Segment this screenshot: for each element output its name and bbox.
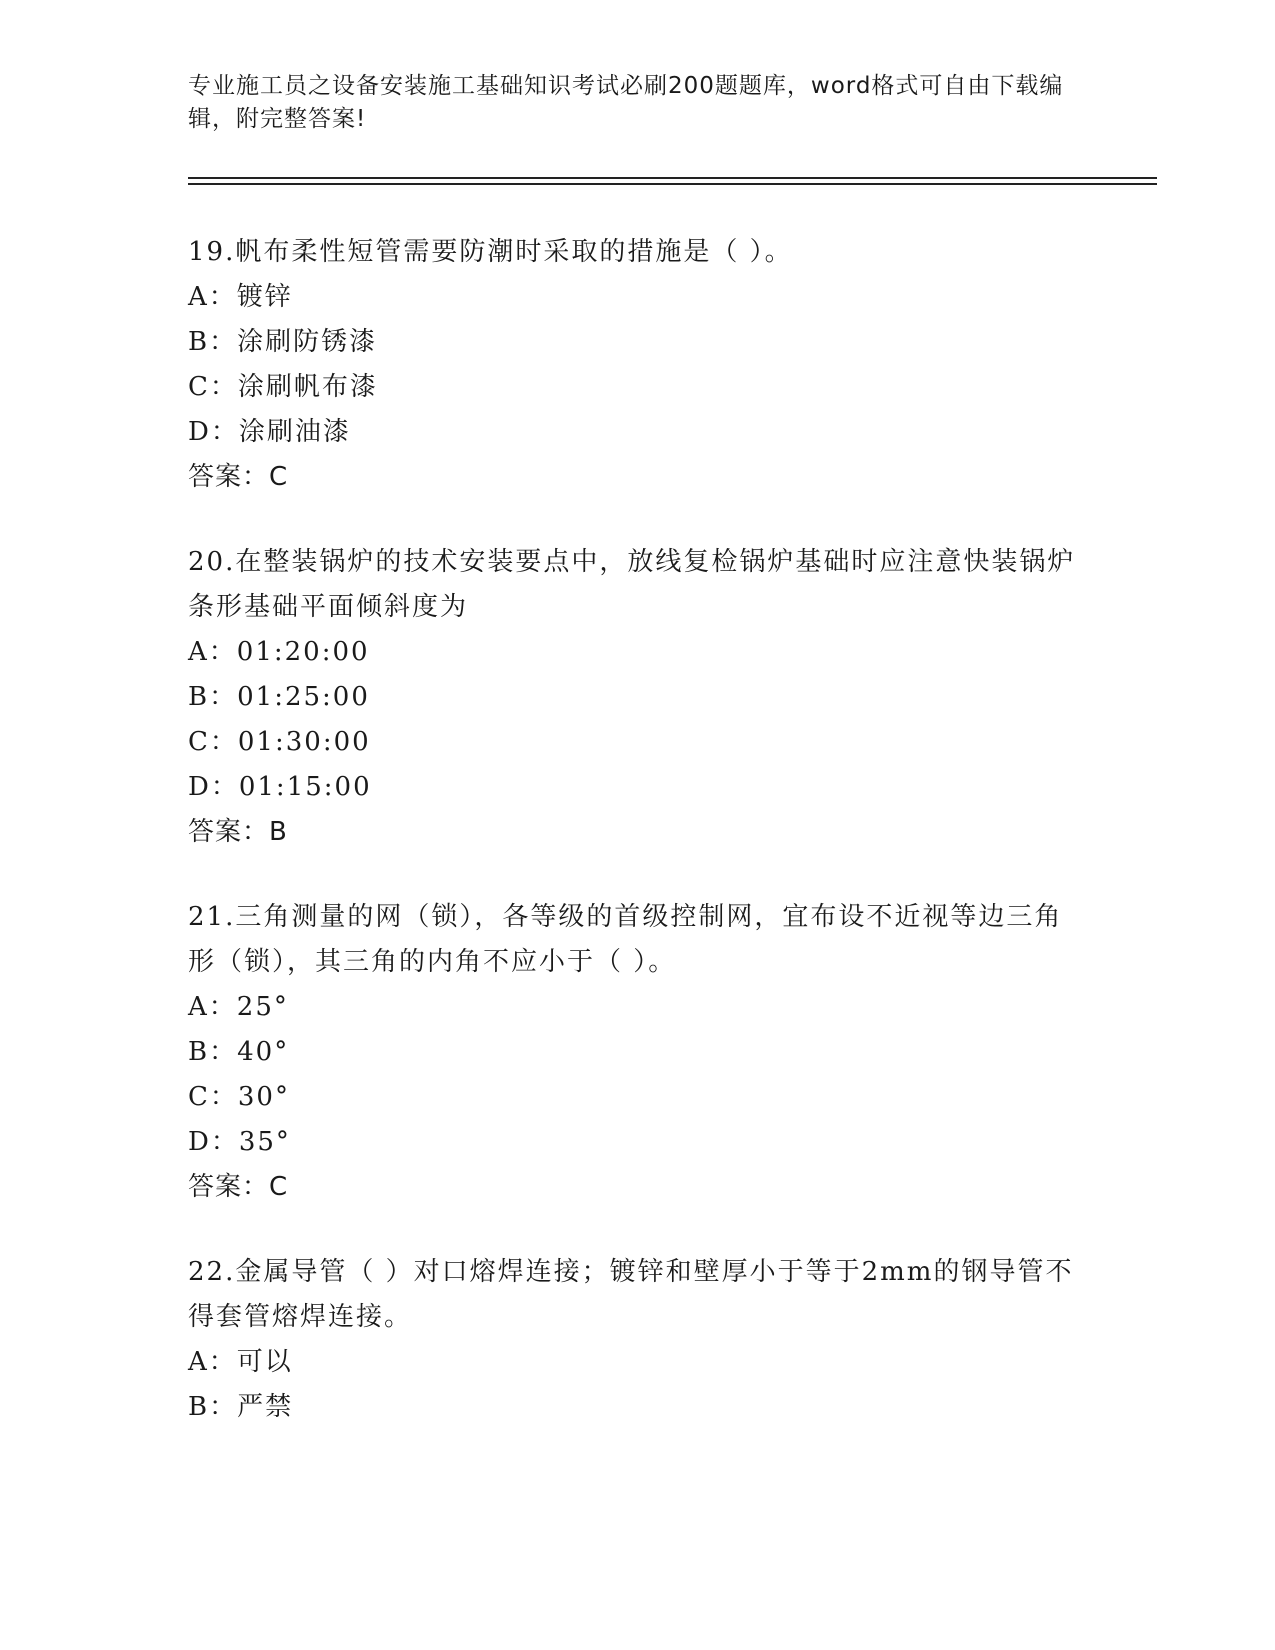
question-list (188, 230, 1088, 1470)
option-a: A：镀锌 (188, 282, 293, 312)
question-22 (188, 1250, 1088, 1430)
option-c: C：涂刷帆布漆 (188, 372, 378, 402)
option-a: A：25° (188, 992, 289, 1022)
answer-line: 答案：B (188, 817, 288, 847)
option-a: A：01:20:00 (188, 637, 370, 667)
option-c: C：01:30:00 (188, 727, 371, 757)
option-b: B：01:25:00 (188, 682, 370, 712)
document-header-title: 专业施工员之设备安装施工基础知识考试必刷200题题库，word格式可自由下载编辑，附完整答案! (188, 73, 1064, 132)
option-d: D：01:15:00 (188, 772, 372, 802)
question-20 (188, 540, 1088, 855)
option-d: D：35° (188, 1127, 291, 1157)
question-stem: 22.金属导管（ ）对口熔焊连接；镀锌和壁厚小于等于2mm的钢导管不得套管熔焊连接。 (188, 1257, 1074, 1332)
option-a: A：可以 (188, 1347, 293, 1377)
answer-line: 答案：C (188, 1172, 289, 1202)
option-d: D：涂刷油漆 (188, 417, 351, 447)
question-stem: 21.三角测量的网（锁），各等级的首级控制网，宜布设不近视等边三角形（锁），其三角的内角不应小于（ ）。 (188, 902, 1063, 977)
answer-line: 答案：C (188, 462, 289, 492)
question-stem: 19.帆布柔性短管需要防潮时采取的措施是（ ）。 (188, 237, 793, 267)
question-21 (188, 895, 1088, 1210)
option-b: B：严禁 (188, 1392, 294, 1422)
header-divider-bottom (188, 183, 1157, 185)
header-divider-top (188, 177, 1157, 179)
question-stem: 20.在整装锅炉的技术安装要点中，放线复检锅炉基础时应注意快装锅炉条形基础平面倾斜度为 (188, 547, 1076, 622)
option-c: C：30° (188, 1082, 290, 1112)
option-b: B：40° (188, 1037, 290, 1067)
option-b: B：涂刷防锈漆 (188, 327, 378, 357)
question-19 (188, 230, 1088, 500)
